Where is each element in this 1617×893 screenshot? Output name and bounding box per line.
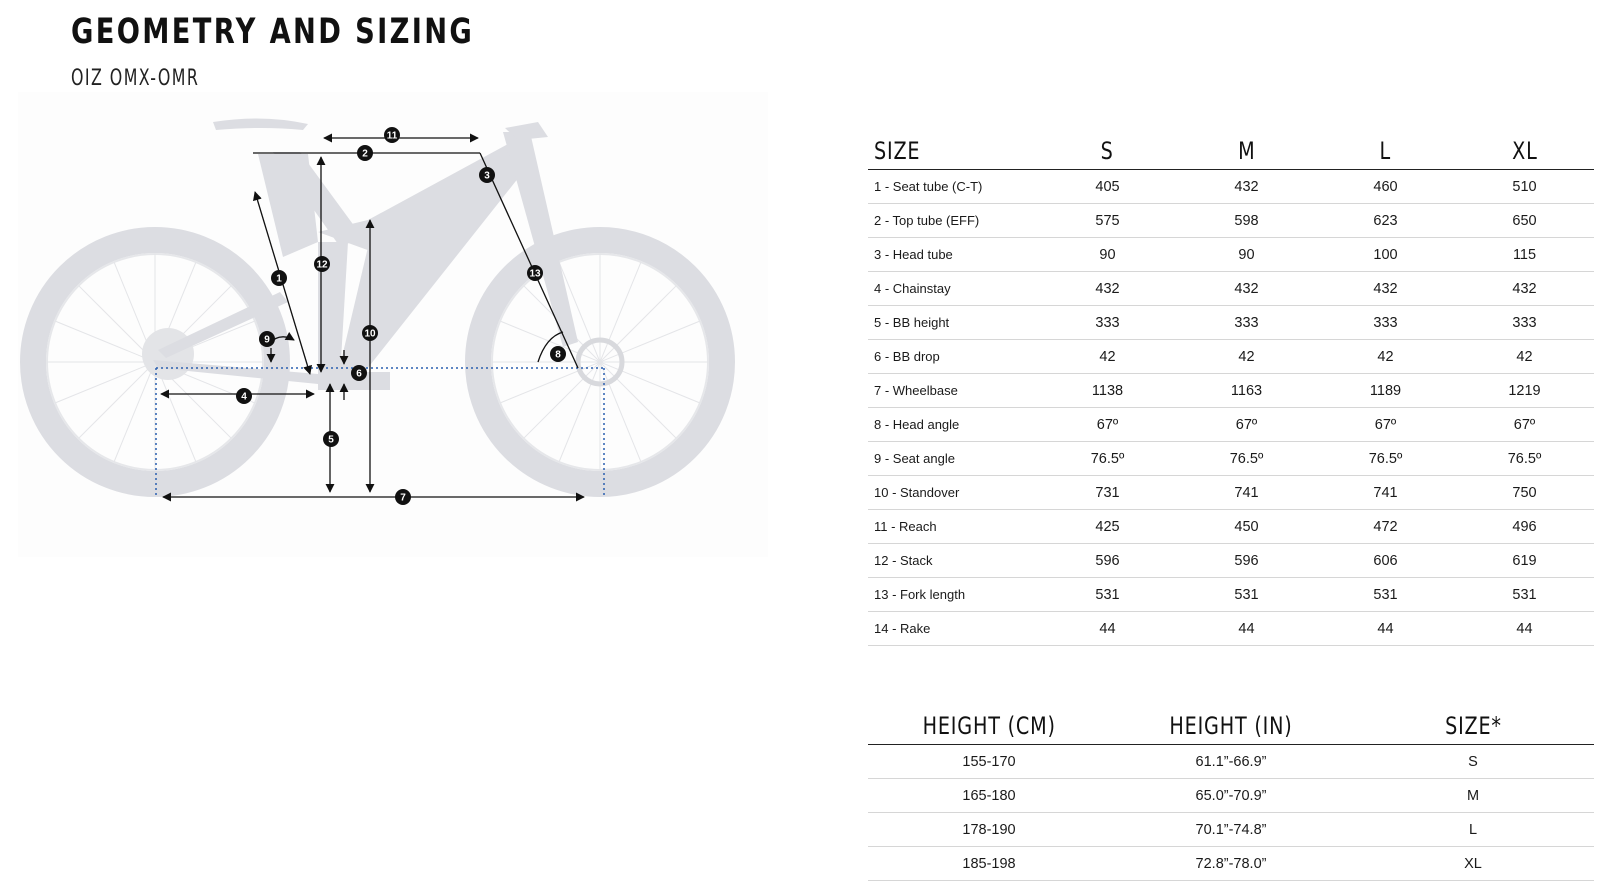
- height-in-header: HEIGHT (IN): [1110, 700, 1352, 745]
- measurement-value: 1219: [1455, 374, 1594, 408]
- measurement-value: 90: [1038, 238, 1177, 272]
- geometry-header-row: [868, 125, 1594, 170]
- measurement-value: 333: [1316, 306, 1455, 340]
- measurement-value: 1189: [1316, 374, 1455, 408]
- measurement-value: 405: [1038, 170, 1177, 204]
- size-l-header: L: [1316, 125, 1455, 170]
- model-subtitle: OIZ OMX-OMR: [71, 66, 200, 91]
- size-xl-header: XL: [1455, 125, 1594, 170]
- svg-text:2: 2: [362, 148, 368, 160]
- fit-cell: XL: [1352, 847, 1594, 881]
- measurement-value: 731: [1038, 476, 1177, 510]
- svg-text:7: 7: [400, 492, 406, 504]
- svg-text:3: 3: [484, 170, 490, 182]
- table-row: [868, 847, 1594, 881]
- marker-2: [357, 145, 373, 161]
- marker-5: [323, 431, 339, 447]
- measurement-value: 425: [1038, 510, 1177, 544]
- measurement-value: 531: [1038, 578, 1177, 612]
- svg-text:12: 12: [316, 259, 328, 271]
- measurement-value: 531: [1316, 578, 1455, 612]
- measurement-value: 450: [1177, 510, 1316, 544]
- geometry-table: [868, 125, 1594, 646]
- marker-11: [384, 127, 400, 143]
- measurement-value: 619: [1455, 544, 1594, 578]
- measurement-value: 531: [1455, 578, 1594, 612]
- measurement-label: 7 - Wheelbase: [868, 374, 1038, 408]
- fit-cell: 70.1”-74.8”: [1110, 813, 1352, 847]
- measurement-value: 575: [1038, 204, 1177, 238]
- measurement-value: 741: [1177, 476, 1316, 510]
- svg-text:5: 5: [328, 434, 334, 446]
- svg-text:4: 4: [241, 391, 247, 403]
- table-row: [868, 813, 1594, 847]
- measurement-value: 496: [1455, 510, 1594, 544]
- measurement-value: 623: [1316, 204, 1455, 238]
- table-row: [868, 779, 1594, 813]
- measurement-value: 76.5º: [1316, 442, 1455, 476]
- fit-cell: M: [1352, 779, 1594, 813]
- marker-8: [550, 346, 566, 362]
- measurement-value: 598: [1177, 204, 1316, 238]
- measurement-value: 67º: [1177, 408, 1316, 442]
- fit-cell: L: [1352, 813, 1594, 847]
- page-title: GEOMETRY AND SIZING: [71, 12, 475, 52]
- table-row: [868, 170, 1594, 204]
- table-row: [868, 476, 1594, 510]
- measurement-value: 606: [1316, 544, 1455, 578]
- marker-4: [236, 388, 252, 404]
- svg-text:8: 8: [555, 349, 561, 361]
- measurement-value: 333: [1455, 306, 1594, 340]
- size-recommendation-header: SIZE*: [1352, 700, 1594, 745]
- measurement-value: 333: [1038, 306, 1177, 340]
- measurement-value: 90: [1177, 238, 1316, 272]
- measurement-label: 3 - Head tube: [868, 238, 1038, 272]
- measurement-value: 67º: [1455, 408, 1594, 442]
- measurement-value: 432: [1316, 272, 1455, 306]
- marker-13: [527, 265, 543, 281]
- svg-text:6: 6: [356, 368, 362, 380]
- measurement-value: 460: [1316, 170, 1455, 204]
- measurement-value: 650: [1455, 204, 1594, 238]
- measurement-value: 42: [1455, 340, 1594, 374]
- measurement-value: 432: [1038, 272, 1177, 306]
- measurement-value: 76.5º: [1038, 442, 1177, 476]
- measurement-value: 44: [1177, 612, 1316, 646]
- marker-9: [259, 331, 275, 347]
- size-s-header: S: [1038, 125, 1177, 170]
- svg-text:11: 11: [386, 130, 398, 142]
- measurement-value: 333: [1177, 306, 1316, 340]
- measurement-label: 8 - Head angle: [868, 408, 1038, 442]
- measurement-value: 1138: [1038, 374, 1177, 408]
- table-row: [868, 612, 1594, 646]
- front-wheel: [478, 240, 722, 484]
- measurement-value: 44: [1316, 612, 1455, 646]
- size-m-header: M: [1177, 125, 1316, 170]
- measurement-value: 510: [1455, 170, 1594, 204]
- measurement-label: 6 - BB drop: [868, 340, 1038, 374]
- fit-cell: 165-180: [868, 779, 1110, 813]
- measurement-value: 432: [1177, 170, 1316, 204]
- measurement-value: 472: [1316, 510, 1455, 544]
- table-row: [868, 374, 1594, 408]
- measurement-value: 596: [1177, 544, 1316, 578]
- measurement-label: 5 - BB height: [868, 306, 1038, 340]
- marker-12: [314, 256, 330, 272]
- measurement-value: 750: [1455, 476, 1594, 510]
- size-column-header: SIZE: [868, 125, 1038, 170]
- measurement-label: 11 - Reach: [868, 510, 1038, 544]
- svg-text:9: 9: [264, 334, 270, 346]
- bike-geometry-diagram: [18, 92, 768, 557]
- svg-text:10: 10: [364, 328, 376, 340]
- measurement-label: 10 - Standover: [868, 476, 1038, 510]
- table-row: [868, 306, 1594, 340]
- marker-7: [395, 489, 411, 505]
- svg-text:13: 13: [529, 268, 541, 280]
- measurement-value: 76.5º: [1177, 442, 1316, 476]
- measurement-value: 76.5º: [1455, 442, 1594, 476]
- height-cm-header: HEIGHT (CM): [868, 700, 1110, 745]
- table-row: [868, 745, 1594, 779]
- measurement-value: 42: [1177, 340, 1316, 374]
- measurement-value: 44: [1455, 612, 1594, 646]
- fit-cell: 72.8”-78.0”: [1110, 847, 1352, 881]
- measurement-value: 42: [1316, 340, 1455, 374]
- bike-illustration: [18, 92, 768, 557]
- fit-cell: S: [1352, 745, 1594, 779]
- measurement-label: 9 - Seat angle: [868, 442, 1038, 476]
- marker-10: [362, 325, 378, 341]
- measurement-value: 44: [1038, 612, 1177, 646]
- measurement-value: 67º: [1316, 408, 1455, 442]
- measurement-label: 4 - Chainstay: [868, 272, 1038, 306]
- measurement-value: 115: [1455, 238, 1594, 272]
- measurement-value: 67º: [1038, 408, 1177, 442]
- measurement-label: 14 - Rake: [868, 612, 1038, 646]
- measurement-value: 531: [1177, 578, 1316, 612]
- table-row: [868, 442, 1594, 476]
- measurement-value: 596: [1038, 544, 1177, 578]
- measurement-value: 100: [1316, 238, 1455, 272]
- table-row: [868, 578, 1594, 612]
- measurement-value: 741: [1316, 476, 1455, 510]
- measurement-value: 432: [1177, 272, 1316, 306]
- table-row: [868, 544, 1594, 578]
- table-row: [868, 204, 1594, 238]
- rider-height-table: [868, 700, 1594, 881]
- table-row: [868, 272, 1594, 306]
- fit-cell: 178-190: [868, 813, 1110, 847]
- rider-height-header-row: [868, 700, 1594, 745]
- fit-cell: 185-198: [868, 847, 1110, 881]
- measurement-label: 1 - Seat tube (C-T): [868, 170, 1038, 204]
- measurement-label: 12 - Stack: [868, 544, 1038, 578]
- table-row: [868, 238, 1594, 272]
- fit-cell: 65.0”-70.9”: [1110, 779, 1352, 813]
- measurement-label: 13 - Fork length: [868, 578, 1038, 612]
- table-row: [868, 510, 1594, 544]
- measurement-value: 432: [1455, 272, 1594, 306]
- measurement-value: 42: [1038, 340, 1177, 374]
- fit-cell: 61.1”-66.9”: [1110, 745, 1352, 779]
- table-row: [868, 340, 1594, 374]
- table-row: [868, 408, 1594, 442]
- marker-3: [479, 167, 495, 183]
- svg-text:1: 1: [276, 273, 282, 285]
- measurement-label: 2 - Top tube (EFF): [868, 204, 1038, 238]
- marker-1: [271, 270, 287, 286]
- marker-6: [351, 365, 367, 381]
- fit-cell: 155-170: [868, 745, 1110, 779]
- measurement-value: 1163: [1177, 374, 1316, 408]
